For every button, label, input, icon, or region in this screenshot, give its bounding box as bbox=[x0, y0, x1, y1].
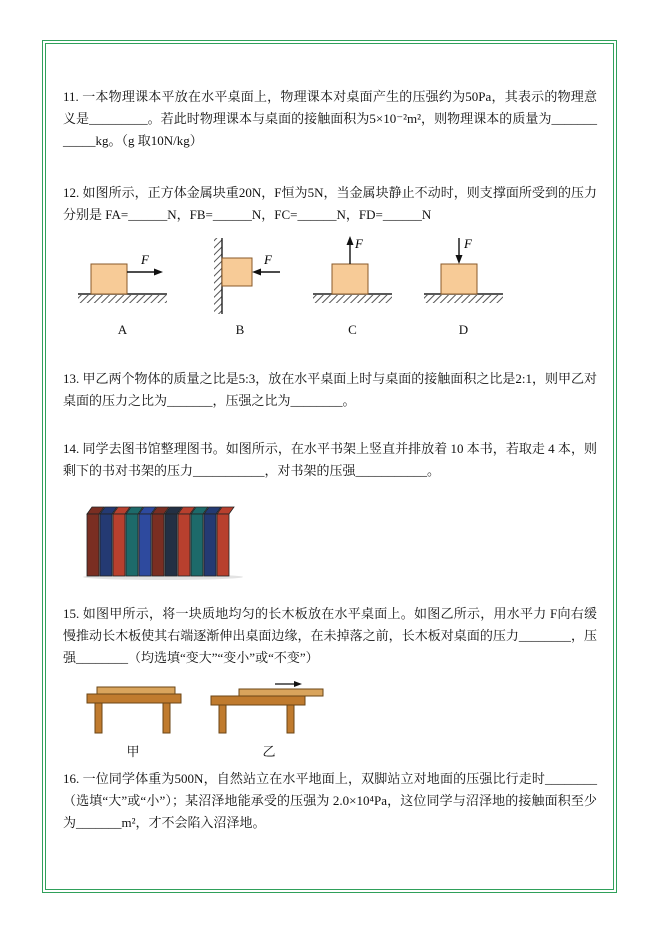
force-label: F bbox=[355, 236, 363, 251]
table-top bbox=[211, 696, 305, 705]
block-pressed-down-diagram bbox=[421, 234, 506, 320]
book-spine bbox=[178, 514, 190, 576]
figure-label-d: D bbox=[458, 322, 469, 337]
figure-label-b: B bbox=[235, 322, 245, 337]
book-spine bbox=[165, 514, 177, 576]
book-spine bbox=[113, 514, 125, 576]
figure-q12-d bbox=[421, 234, 506, 338]
wood-plank bbox=[97, 687, 175, 694]
block-pulled-up-diagram bbox=[310, 234, 395, 320]
metal-block bbox=[332, 264, 368, 294]
book-spine bbox=[152, 514, 164, 576]
question-14: 14. 同学去图书馆整理图书。如图所示，在水平书架上竖直并排放着 10 本书，若取走 4 本，则剩下的书对书架的压力___________，对书架的压强___________。 bbox=[63, 441, 597, 478]
question-15: 15. 如图甲所示，将一块质地均匀的长木板放在水平桌面上。如图乙所示，用水平力 F向右缓慢推动长木板使其右端逐渐伸出桌面边缘，在未掉落之前，长木板对桌面的压力________，压强________（均选填“变大”“变小”或“不变”） bbox=[63, 606, 597, 665]
block-pushed-right-diagram bbox=[75, 234, 170, 320]
figure-label-a: A bbox=[117, 322, 128, 337]
figure-q14-books bbox=[79, 490, 597, 587]
force-label: F bbox=[141, 252, 149, 267]
book-spine bbox=[217, 514, 229, 576]
table-leg bbox=[163, 703, 170, 733]
worksheet-content bbox=[46, 44, 613, 889]
table-leg bbox=[95, 703, 102, 733]
page-border-inner bbox=[45, 43, 614, 890]
metal-block bbox=[91, 264, 127, 294]
figure-label-jia: 甲 bbox=[126, 744, 140, 759]
table-with-pushed-plank-diagram bbox=[203, 679, 335, 739]
wood-plank-overhanging bbox=[239, 689, 323, 696]
force-arrow-right-icon bbox=[127, 269, 163, 276]
figure-q15-row bbox=[77, 679, 597, 760]
book-spine bbox=[87, 514, 99, 576]
book-spine bbox=[139, 514, 151, 576]
table-top bbox=[87, 694, 181, 703]
table-leg bbox=[219, 705, 226, 733]
question-11: 11. 一本物理课本平放在水平桌面上，物理课本对桌面产生的压强约为50Pa，其表示的物理意义是_________。若此时物理课本与桌面的接触面积为5×10⁻²m²，则物理课本的质量为____________kg。（g 取10N/kg） bbox=[63, 89, 597, 148]
wall-hatching bbox=[214, 238, 222, 314]
metal-block bbox=[222, 258, 252, 286]
page-border-outer bbox=[42, 40, 617, 893]
question-12: 12. 如图所示，正方体金属块重20N，F恒为5N，当金属块静止不动时，则支撑面所受到的压力分别是 FA=______N，FB=______N，FC=______N，FD=______N bbox=[63, 185, 597, 222]
force-label: F bbox=[264, 252, 272, 267]
table-with-plank-diagram bbox=[77, 679, 189, 739]
figure-q12-a bbox=[75, 234, 170, 338]
book-spine bbox=[126, 514, 138, 576]
question-13: 13. 甲乙两个物体的质量之比是5:3，放在水平桌面上时与桌面的接触面积之比是2:1，则甲乙对桌面的压力之比为_______，压强之比为________。 bbox=[63, 371, 597, 408]
book-spine bbox=[100, 514, 112, 576]
figure-label-c: C bbox=[348, 322, 357, 337]
books-svg bbox=[79, 490, 251, 582]
figure-q15-yi bbox=[203, 679, 335, 760]
table-leg bbox=[287, 705, 294, 733]
block-pushed-against-wall-diagram bbox=[196, 234, 284, 320]
book-spine bbox=[191, 514, 203, 576]
figure-label-yi: 乙 bbox=[262, 744, 276, 759]
ground-hatching bbox=[313, 295, 392, 303]
book-spine bbox=[204, 514, 216, 576]
figure-q12-c bbox=[310, 234, 395, 338]
figure-q12-b bbox=[196, 234, 284, 338]
question-16: 16. 一位同学体重为500N，自然站立在水平地面上，双脚站立对地面的压强比行走时________（选填“大”或“小”）；某沼泽地能承受的压强为 2.0×10⁴Pa，这位同学与沼泽地的接触面积至少为_______m²，才不会陷入沼泽地。 bbox=[63, 771, 597, 830]
figure-q12-row bbox=[75, 234, 597, 338]
push-arrow-right-icon bbox=[275, 681, 302, 687]
force-arrow-left-icon bbox=[252, 269, 280, 276]
force-arrow-down-icon bbox=[456, 238, 463, 264]
ground-hatching bbox=[424, 295, 503, 303]
metal-block bbox=[441, 264, 477, 294]
force-arrow-up-icon bbox=[347, 236, 354, 264]
force-label: F bbox=[464, 236, 472, 251]
figure-q15-jia bbox=[77, 679, 189, 760]
ground-hatching bbox=[78, 295, 167, 303]
